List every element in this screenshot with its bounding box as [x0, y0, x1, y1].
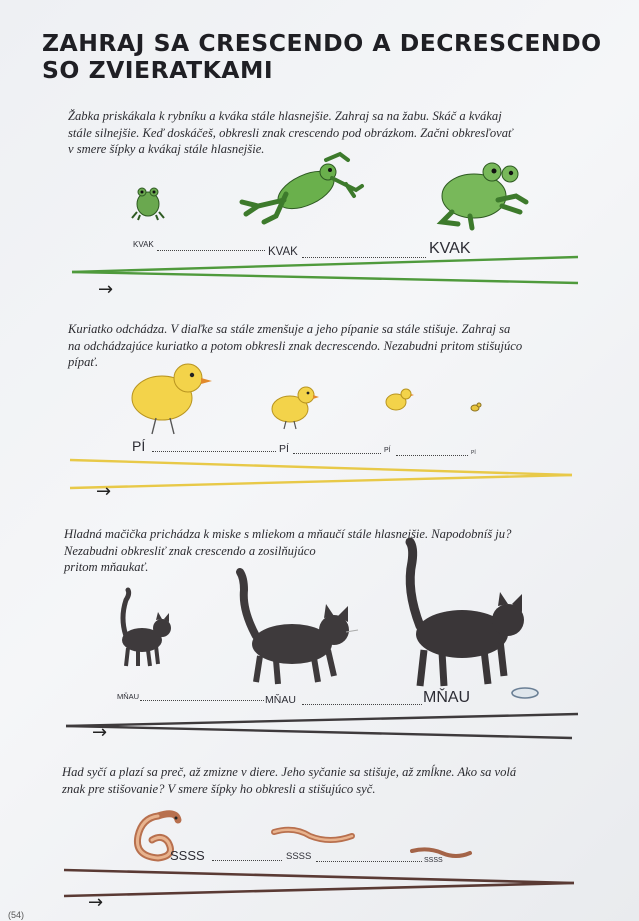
chick-text-line: pípať.: [68, 355, 99, 369]
mnau-label-large: MŇAU: [423, 689, 471, 706]
frog-text-line: Žabka priskákala k rybníku a kváka stále hlasnejšie. Zahraj sa na žabu. Skáč a kvákaj: [68, 109, 502, 123]
kvak-label-medium: KVAK: [268, 246, 298, 258]
pi-label-large: PÍ: [132, 438, 146, 454]
direction-arrow: →: [88, 892, 104, 913]
frog-text-line: stále silnejšie. Keď doskáčeš, obkresli znak crescendo pod obrázkom. Začni obkresľovať: [68, 125, 513, 140]
direction-arrow: →: [92, 722, 108, 743]
kvak-label-large: KVAK: [429, 240, 471, 257]
pi-label-tiny: PÍ: [471, 450, 476, 456]
mnau-label-medium: MŇAU: [265, 694, 296, 706]
cat-text-line: pritom mňaukať.: [64, 560, 149, 574]
ssss-label-small: SSSS: [424, 857, 443, 864]
pi-label-medium: PÍ: [279, 443, 289, 455]
page-number: (54): [8, 910, 25, 920]
direction-arrow: →: [96, 481, 112, 502]
cat-text-line: Hladná mačička prichádza k miske s mliekom a mňaučí stále hlasnejšie. Napodobníš ju?: [64, 527, 512, 541]
ssss-label-large: SSSS: [170, 848, 205, 863]
title-line-1: ZAHRAJ SA CRESCENDO A DECRESCENDO: [42, 29, 602, 57]
ssss-label-medium: SSSS: [286, 851, 312, 862]
frog-text-line: v smere šípky a kvákaj stále hlasnejšie.: [68, 142, 265, 156]
cat-text-line: Nezabudni obkresliť znak crescendo a zosilňujúco: [64, 543, 316, 558]
title-line-2: SO ZVIERATKAMI: [42, 56, 274, 84]
chick-text-line: Kuriatko odchádza. V diaľke sa stále zmenšuje a jeho pípanie sa stále stišuje. Zahraj sa: [68, 322, 511, 336]
mnau-label-small: MŇAU: [117, 692, 140, 701]
snake-text-line: Had syčí a plazí sa preč, až zmizne v diere. Jeho syčanie sa stišuje, až zmĺkne. Ako sa volá: [62, 765, 517, 779]
direction-arrow: →: [98, 279, 114, 300]
pi-label-small: PÍ: [384, 447, 391, 454]
snake-text-line: znak pre stišovanie? V smere šípky ho obkresli a stišujúco syč.: [62, 781, 376, 796]
kvak-label-small: KVAK: [133, 240, 154, 249]
chick-text-line: na odchádzajúce kuriatko a potom obkresli znak decrescendo. Nezabudni pritom stišujúco: [68, 338, 523, 353]
